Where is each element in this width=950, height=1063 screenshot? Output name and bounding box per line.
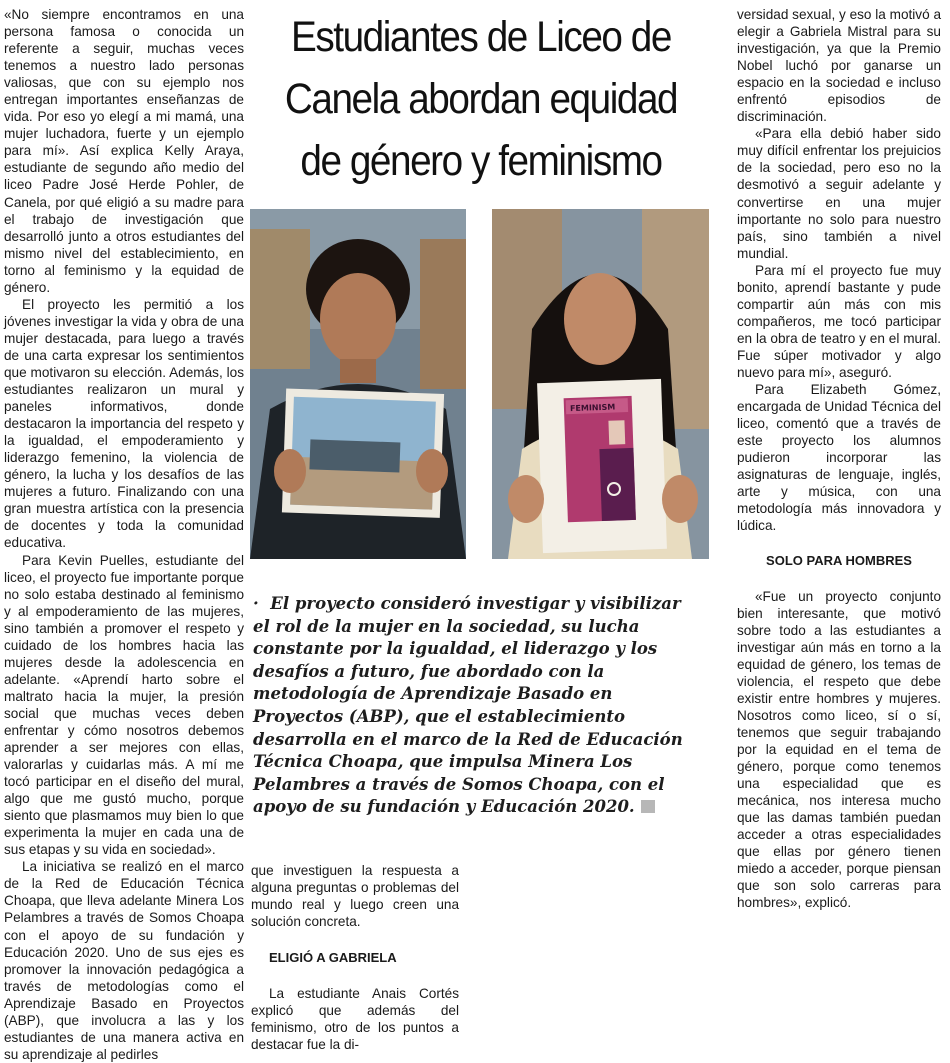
headline: Estudiantes de Liceo de Canela abordan equidad de género y feminismo bbox=[284, 13, 678, 185]
paragraph: La estudiante Anais Cortés explicó que además del feminismo, otro de los puntos a destacar fue la di- bbox=[251, 986, 459, 1053]
left-column bbox=[4, 6, 244, 1063]
photo-caption bbox=[253, 593, 683, 819]
paragraph: Para mí el proyecto fue muy bonito, aprendí bastante y pude compartir aún más con mis compañeros, me tocó participar en la obra de teatro y en el mural. Fue súper motivador y algo nuevo para mí», aseguró. bbox=[737, 262, 941, 380]
end-mark-icon bbox=[641, 800, 655, 813]
paragraph: «Para ella debió haber sido muy difícil enfrentar los prejuicios de la sociedad, pero eso no la desmotivó a seguir adelante y convertirse en una mujer importante no solo para nuestro país, sino también a nivel mundial. bbox=[737, 126, 941, 261]
paragraph: «Fue un proyecto conjunto bien interesante, que motivó sobre todo a las estudiantes a investigar aún más en torno a la equidad de género, los temas de violencia, el respeto que debe existir entre hombres y mujeres. Nosotros como liceo, sí o sí, tenemos que seguir trabajando por la equidad en el tema de género, porque como tenemos una especialidad que es mecánica, nos interesa mucho que las damas también puedan acceder a otras especialidades que ellas por género tienen miedo a acceder, porque piensan que son solo carreras para hombres», explicó. bbox=[737, 588, 941, 911]
caption-text: El proyecto consideró investigar y visibilizar el rol de la mujer en la sociedad, su lucha constante por la igualdad, el liderazgo y los desafíos a futuro, fue abordado con la metodología de Aprendizaje Basado en Proyectos (ABP), que el establecimiento desarrolla en el marco de la Red de Educación Técnica Choapa, que impulsa Minera Los Pelambres a través de Somos Choapa, con el apoyo de su fundación y Educación 2020. bbox=[253, 594, 683, 817]
paragraph: que investiguen la respuesta a alguna preguntas o problemas del mundo real y luego creen una solución concreta. bbox=[251, 863, 459, 930]
caption-bullet: · bbox=[253, 594, 259, 613]
photo-student-boy bbox=[250, 209, 466, 559]
paragraph: La iniciativa se realizó en el marco de la Red de Educación Técnica Choapa, que lleva adelante Minera Los Pelambres a través de Somos Choapa con el apoyo de su fundación y Educación 2020. Uno de sus ejes es promover la innovación pedagógica a través de metodologías como el Aprendizaje Basado en Proyectos (ABP), que involucra a las y los estudiantes de una manera activa en su aprendizaje al pedirles bbox=[4, 859, 244, 1062]
right-column bbox=[737, 6, 941, 911]
photo-student-girl bbox=[492, 209, 709, 559]
subhead-solo-para-hombres: SOLO PARA HOMBRES bbox=[766, 553, 912, 569]
paragraph: Para Kevin Puelles, estudiante del liceo, el proyecto fue importante porque no solo estaba destinado al feminismo y al empoderamiento de las mujeres, sino también a promover el respeto y cuidado de los hombres hacia las mujeres desde la adolescencia en adelante. «Aprendí harto sobre el maltrato hacia la mujer, la presión social que muchas veces deben enfrentar y cómo nosotros debemos aprender a ser mejores con ellas, valorarlas y cuidarlas más. A mí me tocó participar en el diseño del mural, algo que me gustó mucho, porque siento que plasmamos muy bien lo que experimenta la mujer en cada una de sus etapas y su vida en sociedad». bbox=[4, 552, 244, 858]
paragraph: Para Elizabeth Gómez, encargada de Unidad Técnica del liceo, comentó que a través de este proyecto los alumnos pudieron incorporar las asignaturas de lenguaje, inglés, arte y música, con una metodología más innovadora y lúdica. bbox=[737, 382, 941, 534]
paragraph: «No siempre encontramos en una persona famosa o conocida un referente a seguir, muchas veces tenemos a nuestro lado personas valiosas, que con su ejemplo nos entregan importantes enseñanzas de vida. Por eso yo elegí a mi mamá, una mujer luchadora, fuerte y un ejemplo para mí». Así explica Kelly Araya, estudiante de segundo año medio del liceo Padre José Herde Pohler, de Canela, por qué eligió a su madre para el trabajo de investigación que desarrolló junto a otros estudiantes del mismo nivel del establecimiento, en torno al feminismo y la equidad de género. bbox=[4, 7, 244, 295]
middle-column bbox=[251, 862, 459, 1053]
paragraph: versidad sexual, y eso la motivó a elegir a Gabriela Mistral para su investigación, ya que la Premio Nobel luchó por ganarse un espacio en la sociedad e incluso enfrentó episodios de discriminación. bbox=[737, 7, 942, 125]
paragraph: El proyecto les permitió a los jóvenes investigar la vida y obra de una mujer destacada, para luego a través de una carta expresar los sentimientos que motivaron su elección. Además, los estudiantes realizaron un mural y paneles informativos, donde destacaron la importancia del respeto y la igualdad, el empoderamiento y liderazgo femenino, la violencia de género, la lucha y los desafíos de las mujeres a futuro. Finalizando con una gran muestra artística con la presencia de docentes y toda la comunidad educativa. bbox=[4, 296, 244, 551]
subhead-eligio-a-gabriela: ELIGIÓ A GABRIELA bbox=[269, 950, 397, 966]
poster-title: FEMINISM bbox=[569, 402, 616, 414]
